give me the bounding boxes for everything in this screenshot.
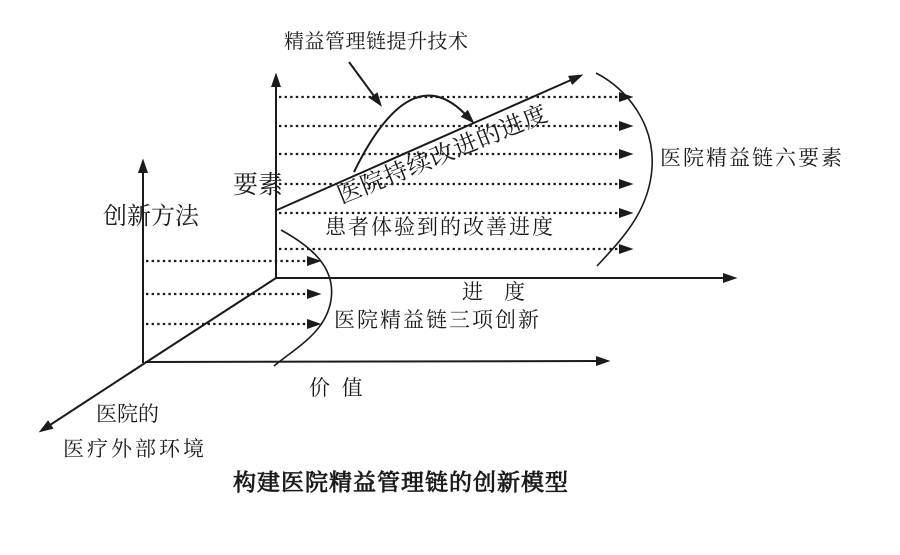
three-innovations-label: 医院精益链三项创新 (334, 309, 541, 332)
elements-axis-label: 要素 (233, 171, 284, 199)
value-axis (145, 361, 597, 362)
six-elements-label: 医院精益链六要素 (660, 147, 844, 170)
value-axis-label: 价 值 (309, 377, 363, 400)
top-technique-label: 精益管理链提升技术 (284, 31, 469, 53)
technique-pointer-arrow (349, 62, 374, 96)
patient-experience-label: 患者体验到的改善进度 (325, 216, 555, 239)
depth-edge (145, 278, 276, 363)
progress-axis-label: 进 度 (462, 281, 525, 304)
three-innovations-brace (274, 230, 332, 366)
innovation-method-axis-label: 创新方法 (103, 203, 199, 230)
improvement-trend-line (277, 80, 571, 210)
external-env-label-line2: 医疗外部环境 (63, 438, 207, 461)
continuous-improvement-label: 医院持续改进的进度 (333, 100, 553, 210)
external-env-label-line1: 医院的 (96, 403, 159, 426)
six-elements-brace (596, 73, 652, 266)
page-title: 构建医院精益管理链的创新模型 (233, 469, 569, 495)
three-innovations-arrows (146, 261, 308, 324)
